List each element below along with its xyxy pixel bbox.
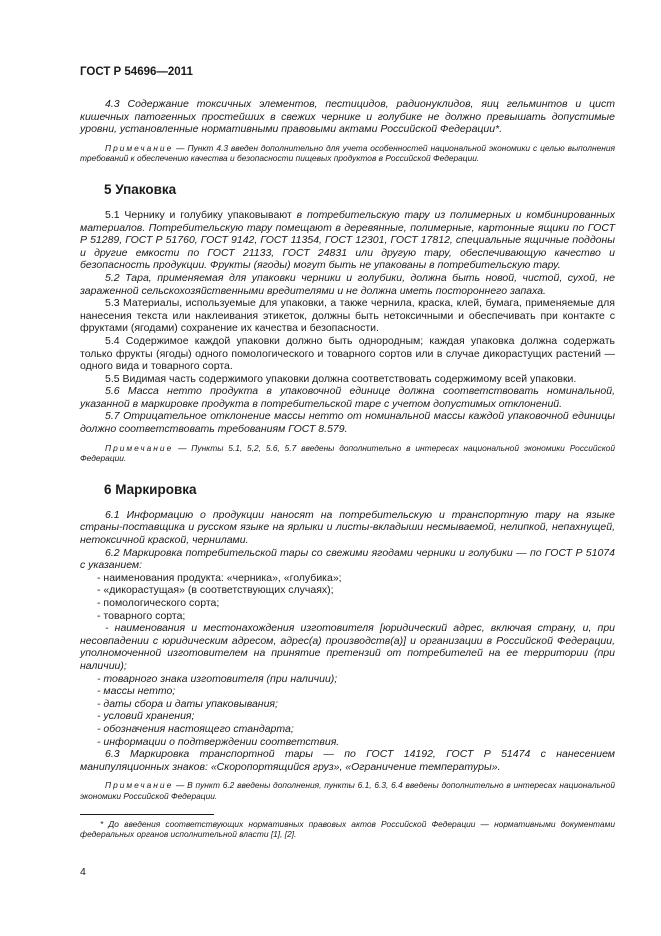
note-text: — Пункты 5.1, 5,2, 5.6, 5.7 введены дополнительно в интересах национальной экономики Российской Федерации. [80,442,615,464]
note-label: Примечание [105,142,174,153]
clause-5-3: 5.3 Материалы, используемые для упаковки, а также чернила, краска, клей, бумага, применяемые для нанесения текста или наклеивания этикеток, должны быть нетоксичными и обеспечивать при контакте с фруктами (ягодами) сохранение их качества и безопасности. [80,297,615,335]
clause-6-3: 6.3 Маркировка транспортной тары — по ГОСТ 14192, ГОСТ Р 51474 с нанесением манипуляционных знаков: «Скоропортящийся груз», «Ограничение температуры». [80,748,615,773]
list-item: - наименования продукта: «черника», «голубика»; [97,571,342,584]
clause-5-7: 5.7 Отрицательное отклонение массы нетто от номинальной массы каждой упаковочной единицы должно соответствовать требованиям ГОСТ 8.579. [80,410,615,436]
footnote-divider [80,814,214,815]
clause-5-1 [80,209,615,272]
note-text: — В пункт 6.2 введены дополнения, пункты 6.1, 6.3, 6.4 введены дополнительно в интересах национальной экономики Российской Федерации. [80,780,615,801]
page-number: 4 [80,866,86,878]
list-item: - товарного знака изготовителя (при наличии); [97,672,338,685]
list-item: - помологического сорта; [97,597,220,609]
standard-header: ГОСТ Р 54696—2011 [80,66,193,78]
list-item: - даты сбора и даты упаковывания; [97,697,278,710]
clause-5-6: 5.6 Масса нетто продукта в упаковочной единице должна соответствовать номинальной, указанной в маркировке продукта в потребительской таре с учетом допустимых отклонений. [80,385,615,410]
note-section-6 [80,780,615,801]
list-item: - условий хранения; [97,710,195,723]
clause-4-3: 4.3 Содержание токсичных элементов, пестицидов, радионуклидов, яиц гельминтов и цист кишечных патогенных простейших в свежих чернике и голубике не должно превышать допустимые уровни, установленные нормативными правовыми актами Российской Федерации*. [80,98,615,136]
clause-5-4: 5.4 Содержимое каждой упаковки должно быть однородным; каждая упаковка должна содержать только фрукты (ягоды) одного помологического и товарного сортов или в случае дикорастущих растений — одного вида и товарного сорта. [80,334,615,373]
list-item: - «дикорастущая» (в соответствующих случаях); [97,584,334,597]
clause-6-2: 6.2 Маркировка потребительской тары со свежими ягодами черники и голубики — по ГОСТ Р 51074 с указанием: [80,546,615,572]
section-6-title: 6 Маркировка [104,481,197,497]
note-section-5 [80,443,615,464]
footnote: * До введения соответствующих нормативных правовых актов Российской Федерации — нормативными документами федеральных органов исполнительной власти [1], [2]. [80,818,615,840]
clause-6-1: 6.1 Информацию о продукции наносят на потребительскую и транспортную тару на языке страны-поставщика и русском языке на ярлыки и листы-вкладыши несмываемой, нелипкой, непахнущей, нетоксичной краской, чернилами. [80,508,615,547]
list-item: - массы нетто; [97,685,176,698]
list-item: - товарного сорта; [97,609,186,622]
list-item: - обозначения настоящего стандарта; [97,722,294,735]
clause-5-2: 5.2 Тара, применяемая для упаковки черники и голубики, должна быть новой, чистой, сухой, не зараженной сельскохозяйственными вредителями и не должна иметь постороннего запаха. [80,271,615,297]
note-clause-4-3 [80,143,615,164]
clause-5-1-lead: 5.1 Чернику и голубику упаковывают [105,208,297,221]
list-item-manufacturer: - наименования и местонахождения изготовителя [юридический адрес, включая страну, и, при несовпадении с юридическим адресом, адрес(а) производств(а)] и организации в Российской Федерации, уполномоченной изготовителем на принятие претензий от потребителей на ее территории (при наличии); [80,622,615,672]
section-5-title: 5 Упаковка [104,181,177,197]
note-text: — Пункт 4.3 введен дополнительно для учета особенностей национальной экономики с целью выполнения требований к обеспечению качества и безопасности пищевых продуктов в Российской Федерации. [80,142,615,164]
list-item: - информации о подтверждении соответствия. [97,735,340,748]
note-label: Примечание [105,780,174,791]
clause-5-1-body: в потребительскую тару из полимерных и комбинированных материалов. Потребительскую тару помещают в деревянные, полимерные, картонные ящики по ГОСТ Р 51289, ГОСТ Р 51760, ГОСТ 9142, ГОСТ 11354, ГОСТ 12301, ГОСТ 17812, специальные ящичные поддоны и другие емкости по ГОСТ 21133, ГОСТ 24831 или другую тару, обеспечивающую качество и безопасность продукции. Фрукты (ягоды) могут быть не упакованы в потребительскую тару. [80,208,615,272]
note-label: Примечание [105,442,174,453]
clause-5-5: 5.5 Видимая часть содержимого упаковки должна соответствовать содержимому всей упаковки. [105,372,577,385]
